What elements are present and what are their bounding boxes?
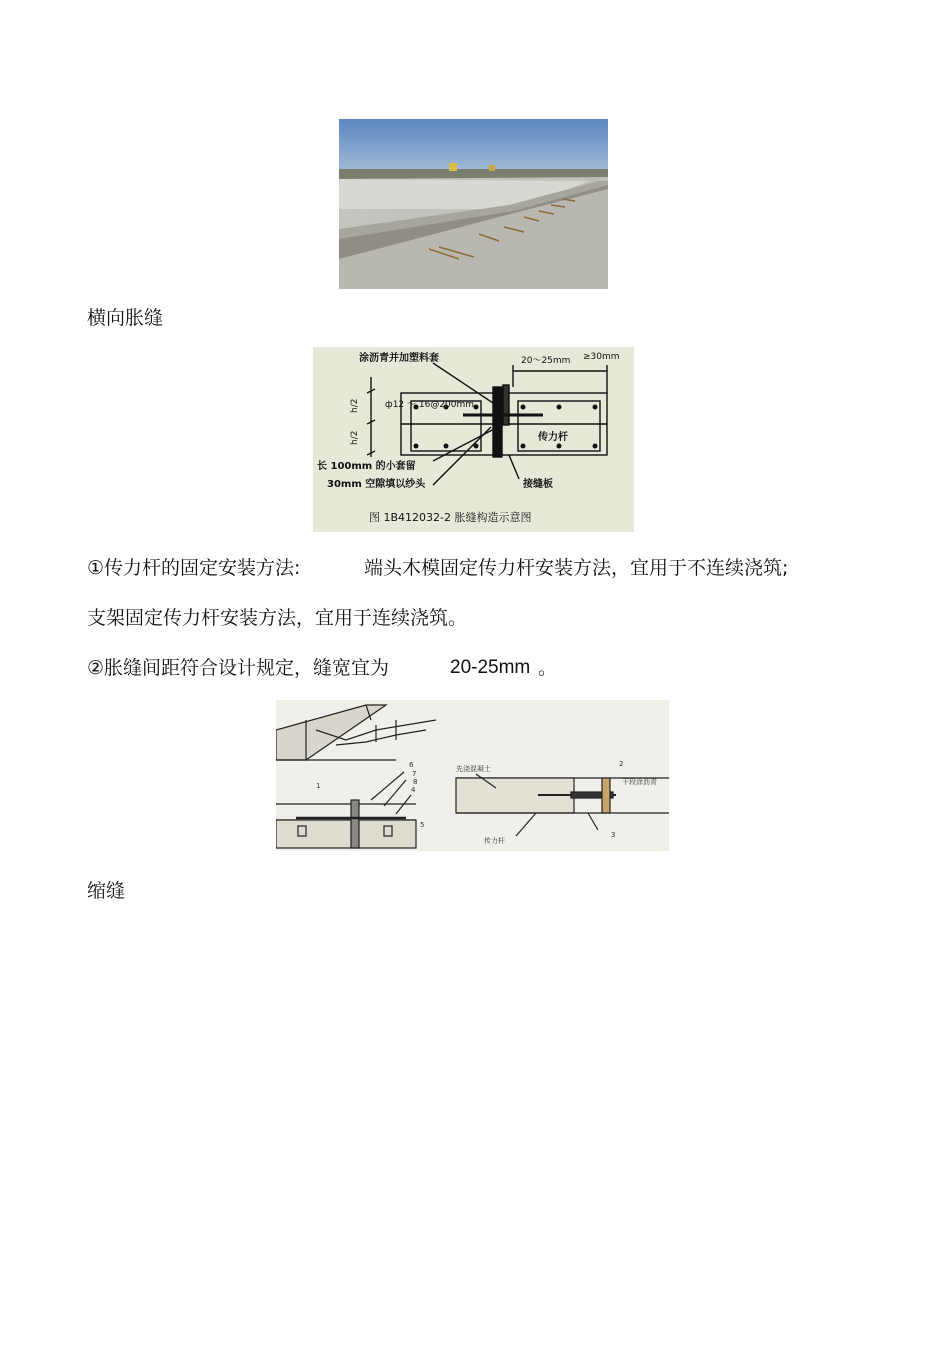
label-rebar: ф12 ～ 16@200mm	[385, 400, 475, 410]
label-first-concrete: 先浇混凝土	[456, 765, 491, 773]
para-install-method-a: ①传力杆的固定安装方法:	[87, 557, 301, 579]
label-dowel: 传力杆	[538, 432, 568, 443]
caption-transverse-joint: 横向胀缝	[87, 307, 164, 329]
diagram1-caption: 图 1B412032-2 胀缝构造示意图	[369, 511, 532, 524]
num-2: 2	[619, 760, 624, 768]
para-joint-spacing-a: ②胀缝间距符合设计规定，缝宽宜为	[87, 657, 390, 679]
label-width: 20～25mm	[521, 356, 571, 366]
para-joint-spacing-end: 。	[538, 657, 558, 679]
expansion-joint-diagram	[313, 347, 634, 532]
num-3: 3	[611, 831, 616, 839]
num-7: 7	[412, 770, 417, 778]
dowel-installation-diagram	[276, 700, 669, 851]
label-asphalt-2: 干段涂沥青	[622, 778, 657, 786]
para-support-method: 支架固定传力杆安装方法，宜用于连续浇筑。	[87, 607, 468, 629]
expansion-joint-diagram-svg	[313, 347, 634, 532]
num-4: 4	[411, 786, 416, 794]
label-gap: ≥30mm	[583, 352, 620, 362]
para-joint-width-value: 20-25mm	[450, 657, 531, 678]
num-8: 8	[413, 778, 418, 786]
label-dowel-2: 传力杆	[484, 837, 505, 845]
label-board: 接缝板	[523, 479, 553, 490]
label-h2-top: h/2	[350, 398, 360, 413]
label-h2-bottom: h/2	[350, 430, 360, 445]
caption-shrink-joint: 缩缝	[87, 880, 126, 902]
num-6: 6	[409, 761, 414, 769]
num-1: 1	[316, 782, 321, 790]
label-sleeve: 长 100mm 的小套留	[317, 461, 416, 472]
road-pavement-photo-icon	[339, 119, 608, 289]
dowel-installation-diagram-svg	[276, 700, 669, 851]
label-asphalt: 涂沥青并加塑料套	[359, 353, 439, 364]
pavement-photo	[339, 119, 608, 289]
label-fill: 30mm 空隙填以纱头	[327, 479, 426, 490]
num-5: 5	[420, 821, 425, 829]
para-install-method-b: 端头木模固定传力杆安装方法，宜用于不连续浇筑;	[364, 557, 789, 579]
